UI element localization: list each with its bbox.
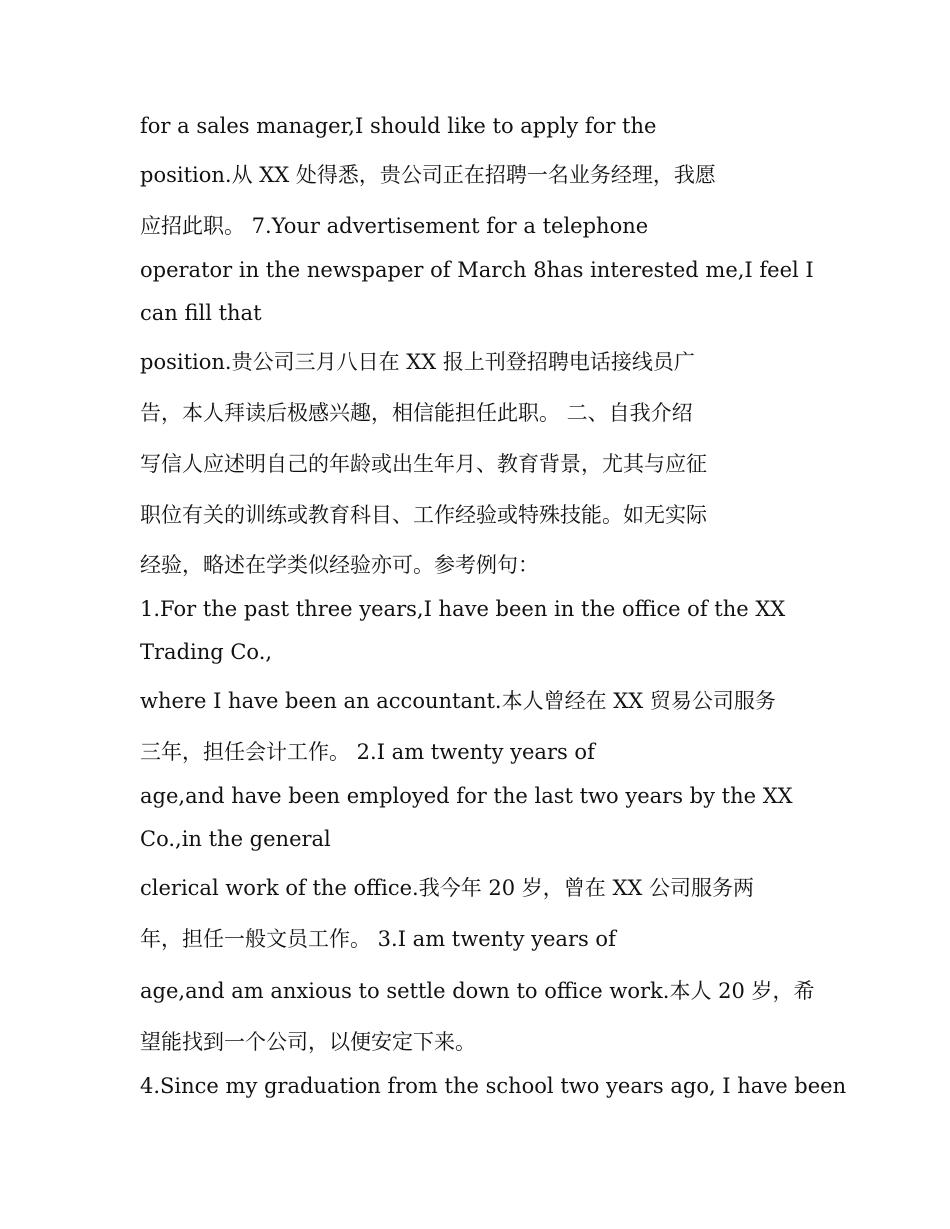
text-line: operator in the newspaper of March 8has interested me,I feel I bbox=[140, 258, 814, 282]
text-line: for a sales manager,I should like to apply for the bbox=[140, 114, 657, 138]
text-line: 告，本人拜读后极感兴趣，相信能担任此职。 二、自我介绍 bbox=[140, 401, 693, 425]
text-line: position.贵公司三月八日在 XX 报上刊登招聘电话接线员广 bbox=[140, 350, 695, 374]
text-line: 年，担任一般文员工作。 3.I am twenty years of bbox=[140, 927, 616, 951]
text-line: age,and have been employed for the last two years by the XX bbox=[140, 784, 793, 808]
text-line: can fill that bbox=[140, 301, 262, 325]
text-line: age,and am anxious to settle down to office work.本人 20 岁，希 bbox=[140, 979, 815, 1003]
text-line: where I have been an accountant.本人曾经在 XX 贸易公司服务 bbox=[140, 689, 776, 713]
text-line: position.从 XX 处得悉，贵公司正在招聘一名业务经理，我愿 bbox=[140, 163, 716, 187]
text-line: 4.Since my graduation from the school two years ago, I have been bbox=[140, 1074, 847, 1098]
text-line: 职位有关的训练或教育科目、工作经验或特殊技能。如无实际 bbox=[140, 503, 707, 527]
text-line: 经验，略述在学类似经验亦可。参考例句： bbox=[140, 553, 539, 577]
text-line: Trading Co., bbox=[140, 640, 273, 664]
text-line: 应招此职。 7.Your advertisement for a telephone bbox=[140, 214, 649, 238]
text-line: clerical work of the office.我今年 20 岁，曾在 XX 公司服务两 bbox=[140, 876, 755, 900]
text-line: Co.,in the general bbox=[140, 827, 331, 851]
text-line: 写信人应述明自己的年龄或出生年月、教育背景，尤其与应征 bbox=[140, 452, 707, 476]
text-line: 望能找到一个公司，以便安定下来。 bbox=[140, 1030, 476, 1054]
text-line: 三年，担任会计工作。 2.I am twenty years of bbox=[140, 740, 595, 764]
text-line: 1.For the past three years,I have been in the office of the XX bbox=[140, 597, 786, 621]
